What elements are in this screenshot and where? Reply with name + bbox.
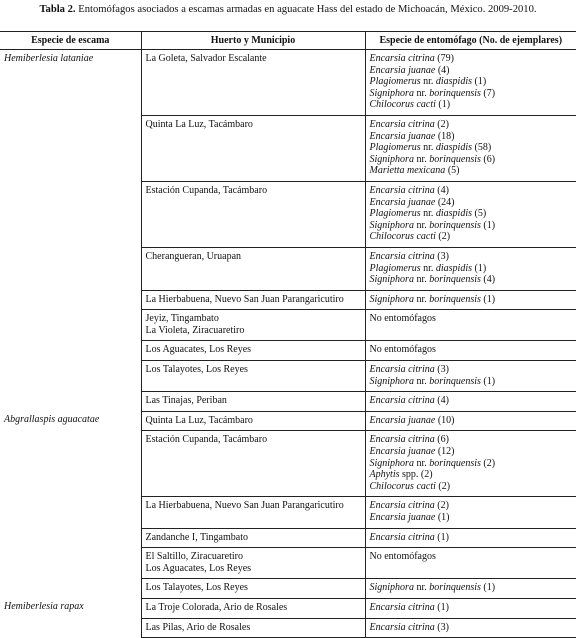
- entomophage-cell: [365, 579, 576, 599]
- entomophage-cell: [365, 290, 576, 310]
- orchard-cell: [141, 618, 365, 638]
- entomophage-entry: [370, 154, 573, 166]
- specimen-count: (24): [437, 196, 455, 208]
- table-row: [0, 50, 576, 116]
- entomophage-epithet: borinquensis: [429, 375, 481, 387]
- entomophage-entry: [370, 294, 573, 306]
- specimen-count: (2): [420, 469, 433, 481]
- entomophage-name: Plagiomerus: [369, 262, 421, 274]
- entomophage-entry: [370, 582, 573, 594]
- entomophage-table: [0, 31, 576, 638]
- no-entomophage-note: No entomófagos: [369, 551, 436, 563]
- taxon-qualifier: nr.: [423, 208, 434, 220]
- no-entomophage-note: No entomófagos: [369, 313, 436, 325]
- entomophage-name: Encarsia citrina: [369, 118, 435, 130]
- specimen-count: (1): [483, 375, 496, 387]
- entomophage-name: Chilocorus cacti: [369, 231, 436, 243]
- orchard-name: Las Pilas, Ario de Rosales: [145, 621, 251, 633]
- entomophage-name: Encarsia citrina: [369, 184, 435, 196]
- entomophage-name: Signiphora: [369, 582, 414, 594]
- specimen-count: (1): [474, 76, 487, 88]
- orchard-name: El Saltillo, Ziracuaretiro: [145, 551, 243, 563]
- taxon-qualifier: nr.: [423, 76, 434, 88]
- entomophage-cell: [365, 115, 576, 181]
- specimen-count: (5): [474, 208, 487, 220]
- specimen-count: (1): [438, 99, 451, 111]
- entomophage-name: Encarsia citrina: [369, 500, 435, 512]
- entomophage-cell: [365, 247, 576, 290]
- orchard-name: Los Aguacates, Los Reyes: [145, 344, 252, 356]
- taxon-qualifier: nr.: [423, 142, 434, 154]
- entomophage-name: Chilocorus cacti: [369, 480, 436, 492]
- entomophage-name: Plagiomerus: [369, 142, 421, 154]
- entomophage-name: Encarsia citrina: [369, 531, 435, 543]
- orchard-name: La Hierbabuena, Nuevo San Juan Parangaricutiro: [145, 293, 344, 305]
- scale-species-name: Hemiberlesia rapax: [4, 601, 84, 613]
- header-entomophage-species: Especie de entomófago (No. de ejemplares): [365, 32, 576, 50]
- entomophage-name: Aphytis: [369, 469, 400, 481]
- orchard-cell: [141, 115, 365, 181]
- entomophage-cell: [365, 497, 576, 528]
- specimen-count: (6): [437, 434, 449, 446]
- scale-species-name: Abgrallaspis aguacatae: [4, 414, 100, 426]
- entomophage-name: Marietta mexicana: [369, 165, 446, 177]
- entomophage-name: Signiphora: [369, 457, 414, 469]
- specimen-count: (10): [437, 414, 455, 426]
- taxon-qualifier: nr.: [416, 153, 427, 165]
- entomophage-cell: [365, 618, 576, 638]
- entomophage-name: Signiphora: [369, 219, 414, 231]
- specimen-count: (1): [474, 262, 487, 274]
- entomophage-entry: [370, 165, 573, 177]
- entomophage-entry: [370, 131, 573, 143]
- specimen-count: (6): [483, 153, 496, 165]
- orchard-cell: [141, 50, 365, 116]
- taxon-qualifier: nr.: [416, 87, 427, 99]
- taxon-qualifier: nr.: [423, 262, 434, 274]
- entomophage-entry: [370, 251, 573, 263]
- orchard-name: La Goleta, Salvador Escalante: [145, 53, 267, 64]
- entomophage-entry: [370, 469, 573, 481]
- entomophage-entry: [370, 263, 573, 275]
- entomophage-cell: [365, 310, 576, 341]
- specimen-count: (4): [437, 395, 449, 407]
- orchard-cell: [141, 341, 365, 361]
- specimen-count: (4): [483, 274, 496, 286]
- entomophage-name: Encarsia citrina: [369, 601, 435, 613]
- entomophage-name: Encarsia citrina: [369, 364, 435, 376]
- specimen-count: (1): [483, 293, 496, 305]
- table-title: Entomófagos asociados a escamas armadas en aguacate Hass del estado de Michoacán, México. 2009-2010.: [75, 4, 537, 15]
- entomophage-epithet: diaspidis: [435, 76, 473, 88]
- entomophage-entry: [370, 185, 573, 197]
- entomophage-name: Plagiomerus: [369, 208, 421, 220]
- entomophage-epithet: diaspidis: [435, 142, 473, 154]
- specimen-count: (5): [447, 165, 460, 177]
- entomophage-entry: [370, 364, 573, 376]
- orchard-name: La Troje Colorada, Ario de Rosales: [145, 601, 288, 613]
- table-row: [0, 411, 576, 431]
- specimen-count: (2): [437, 118, 449, 130]
- entomophage-name: Encarsia citrina: [369, 434, 435, 446]
- entomophage-entry: [370, 88, 573, 100]
- scale-species-cell: [0, 411, 141, 598]
- entomophage-cell: [365, 598, 576, 618]
- entomophage-name: Signiphora: [369, 153, 414, 165]
- orchard-cell: [141, 579, 365, 599]
- entomophage-entry: [370, 376, 573, 388]
- entomophage-epithet: diaspidis: [435, 208, 473, 220]
- entomophage-epithet: diaspidis: [435, 262, 473, 274]
- entomophage-name: Signiphora: [369, 274, 414, 286]
- taxon-qualifier: nr.: [416, 582, 427, 594]
- entomophage-entry: [370, 99, 573, 111]
- orchard-cell: [141, 361, 365, 392]
- entomophage-entry: [370, 446, 573, 458]
- orchard-name: Quinta La Luz, Tacámbaro: [145, 118, 253, 130]
- entomophage-entry: [370, 500, 573, 512]
- header-orchard-municipality: Huerto y Municipio: [141, 32, 365, 50]
- specimen-count: (2): [483, 457, 496, 469]
- entomophage-cell: [365, 392, 576, 412]
- table-number: Tabla 2.: [39, 4, 76, 15]
- entomophage-name: Chilocorus cacti: [369, 99, 436, 111]
- entomophage-entry: [370, 208, 573, 220]
- scale-species-cell: [0, 50, 141, 412]
- header-row: [0, 32, 576, 50]
- orchard-name: La Hierbabuena, Nuevo San Juan Parangaricutiro: [145, 500, 344, 512]
- entomophage-entry: [370, 65, 573, 77]
- entomophage-epithet: borinquensis: [429, 293, 481, 305]
- entomophage-entry: [370, 512, 573, 524]
- specimen-count: (12): [437, 446, 455, 458]
- entomophage-name: Encarsia juanae: [369, 64, 436, 76]
- entomophage-epithet: borinquensis: [429, 219, 481, 231]
- taxon-qualifier: nr.: [416, 293, 427, 305]
- orchard-cell: [141, 411, 365, 431]
- entomophage-entry: [370, 602, 573, 614]
- entomophage-cell: [365, 341, 576, 361]
- entomophage-entry: [370, 532, 573, 544]
- entomophage-entry: [370, 434, 573, 446]
- entomophage-cell: [365, 411, 576, 431]
- entomophage-epithet: borinquensis: [429, 153, 481, 165]
- orchard-name: Los Aguacates, Los Reyes: [145, 562, 252, 574]
- entomophage-epithet: borinquensis: [429, 274, 481, 286]
- orchard-cell: [141, 247, 365, 290]
- entomophage-entry: [370, 197, 573, 209]
- orchard-cell: [141, 497, 365, 528]
- entomophage-cell: [365, 50, 576, 116]
- orchard-name: Las Tinajas, Periban: [145, 395, 227, 407]
- entomophage-epithet: borinquensis: [429, 582, 481, 594]
- specimen-count: (3): [437, 621, 449, 633]
- specimen-count: (1): [437, 512, 450, 523]
- entomophage-name: Encarsia citrina: [369, 395, 435, 407]
- entomophage-cell: [365, 528, 576, 548]
- specimen-count: (1): [483, 582, 496, 594]
- orchard-cell: [141, 598, 365, 618]
- orchard-name: Estación Cupanda, Tacámbaro: [145, 184, 268, 196]
- taxon-qualifier: nr.: [416, 219, 427, 231]
- entomophage-entry: [370, 274, 573, 286]
- specimen-count: (1): [437, 531, 449, 543]
- orchard-cell: [141, 548, 365, 579]
- entomophage-name: Plagiomerus: [369, 76, 421, 88]
- orchard-name: Los Talayotes, Los Reyes: [145, 364, 248, 376]
- entomophage-entry: [370, 53, 573, 65]
- entomophage-name: Encarsia juanae: [369, 446, 436, 458]
- entomophage-name: Signiphora: [369, 375, 414, 387]
- entomophage-name: Encarsia citrina: [369, 53, 435, 64]
- specimen-count: (3): [437, 364, 449, 376]
- entomophage-entry: [370, 481, 573, 493]
- table-caption: [0, 3, 576, 16]
- orchard-name: Jeyiz, Tingambato: [145, 313, 219, 325]
- entomophage-entry: [370, 142, 573, 154]
- specimen-count: (7): [483, 87, 496, 99]
- orchard-name: Cherangueran, Uruapan: [145, 250, 242, 262]
- entomophage-entry: [370, 458, 573, 470]
- entomophage-epithet: borinquensis: [429, 457, 481, 469]
- taxon-qualifier: nr.: [416, 375, 427, 387]
- entomophage-entry: [370, 395, 573, 407]
- orchard-cell: [141, 392, 365, 412]
- entomophage-name: Encarsia juanae: [369, 196, 436, 208]
- specimen-count: (79): [437, 53, 454, 64]
- specimen-count: (18): [437, 130, 455, 142]
- specimen-count: (58): [474, 142, 492, 154]
- specimen-count: (2): [437, 500, 449, 512]
- entomophage-epithet: borinquensis: [429, 87, 481, 99]
- orchard-name: Estación Cupanda, Tacámbaro: [145, 434, 268, 446]
- entomophage-name: Encarsia citrina: [369, 621, 435, 633]
- table-header: [0, 32, 576, 50]
- entomophage-entry: [370, 622, 573, 634]
- no-entomophage-note: No entomófagos: [369, 344, 436, 356]
- entomophage-name: Encarsia juanae: [369, 130, 436, 142]
- entomophage-cell: [365, 548, 576, 579]
- specimen-count: (1): [483, 219, 496, 231]
- entomophage-name: Signiphora: [369, 87, 414, 99]
- entomophage-entry: [370, 313, 573, 325]
- scale-species-cell: [0, 598, 141, 637]
- entomophage-entry: [370, 119, 573, 131]
- specimen-count: (4): [437, 184, 449, 196]
- entomophage-name: Encarsia citrina: [369, 250, 435, 262]
- orchard-name: Quinta La Luz, Tacámbaro: [145, 414, 253, 426]
- entomophage-cell: [365, 361, 576, 392]
- orchard-cell: [141, 431, 365, 497]
- specimen-count: (2): [438, 231, 451, 243]
- orchard-cell: [141, 310, 365, 341]
- table-body: [0, 50, 576, 638]
- orchard-cell: [141, 528, 365, 548]
- specimen-count: (2): [438, 480, 451, 492]
- entomophage-entry: [370, 415, 573, 427]
- entomophage-entry: [370, 551, 573, 563]
- specimen-count: (1): [437, 601, 449, 613]
- entomophage-name: Encarsia juanae: [369, 512, 436, 523]
- entomophage-cell: [365, 181, 576, 247]
- taxon-qualifier: nr.: [416, 457, 427, 469]
- entomophage-name: Encarsia juanae: [369, 414, 436, 426]
- table-row: [0, 598, 576, 618]
- specimen-count: (4): [437, 64, 450, 76]
- entomophage-name: Signiphora: [369, 293, 414, 305]
- header-scale-species: Especie de escama: [0, 32, 141, 50]
- entomophage-entry: [370, 76, 573, 88]
- scale-species-name: Hemiberlesia lataniae: [4, 53, 94, 64]
- specimen-count: (3): [437, 250, 449, 262]
- entomophage-cell: [365, 431, 576, 497]
- taxon-qualifier: spp.: [402, 469, 419, 481]
- entomophage-entry: [370, 344, 573, 356]
- entomophage-entry: [370, 220, 573, 232]
- orchard-cell: [141, 181, 365, 247]
- orchard-name: Zandanche I, Tingambato: [145, 531, 248, 543]
- orchard-cell: [141, 290, 365, 310]
- orchard-name: La Violeta, Ziracuaretiro: [145, 324, 245, 336]
- orchard-name: Los Talayotes, Los Reyes: [145, 582, 248, 594]
- taxon-qualifier: nr.: [416, 274, 427, 286]
- entomophage-entry: [370, 231, 573, 243]
